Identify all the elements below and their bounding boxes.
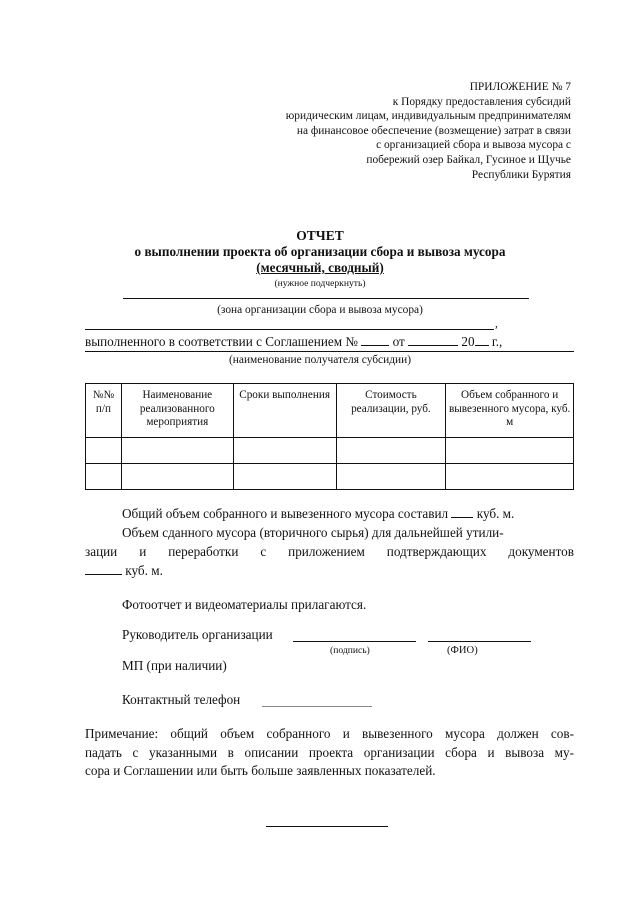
recycled-line-2: зации и переработки с приложением подтверждающих документов xyxy=(85,544,574,559)
note-line-3: сора и Соглашении или быть больше заявленных показателей. xyxy=(85,763,436,778)
recipient-caption: (наименование получателя субсидии) xyxy=(229,354,411,366)
photo-report-note: Фотоотчет и видеоматериалы прилагаются. xyxy=(122,597,367,612)
recycled-volume-unit: куб. м. xyxy=(125,563,163,578)
recipient-fill-line xyxy=(85,329,494,330)
report-table xyxy=(85,383,574,490)
agreement-from: от xyxy=(392,334,405,349)
col-header-activity: Наименование реализованного мероприятия xyxy=(121,384,233,438)
table-cell[interactable] xyxy=(86,464,122,490)
table-row xyxy=(86,464,574,490)
annex-line: на финансовое обеспечение (возмещение) затрат в связи xyxy=(296,124,571,137)
col-header-number: №№ п/п xyxy=(86,384,122,438)
annex-line: с организацией сбора и вывоза мусора с xyxy=(376,139,571,152)
annex-line: Республики Бурятия xyxy=(471,168,571,181)
total-volume-line xyxy=(122,505,514,524)
table-cell[interactable] xyxy=(336,464,446,490)
head-label: Руководитель организации xyxy=(122,627,273,642)
report-type: (месячный, сводный) xyxy=(256,260,384,275)
table-cell[interactable] xyxy=(121,464,233,490)
agreement-year-field xyxy=(475,333,489,346)
signature-line xyxy=(293,641,416,642)
note-block xyxy=(85,725,574,781)
total-volume-text: Общий объем собранного и вывезенного мусора составил xyxy=(122,506,449,521)
note-line-1: Примечание: общий объем собранного и вывезенного мусора должен сов- xyxy=(85,726,574,741)
agreement-line xyxy=(85,333,502,352)
col-header-cost: Стоимость реализации, руб. xyxy=(336,384,446,438)
zone-fill-line xyxy=(123,298,529,299)
fio-caption: (ФИО) xyxy=(447,645,478,656)
col-header-dates: Сроки выполнения xyxy=(233,384,336,438)
annex-number: ПРИЛОЖЕНИЕ № 7 xyxy=(469,81,571,93)
table-cell[interactable] xyxy=(336,438,446,464)
agreement-underline xyxy=(85,351,574,352)
document-title: ОТЧЕТ xyxy=(296,228,344,243)
annex-line: к Порядку предоставления субсидий xyxy=(392,95,571,108)
note-line-2: падать с указанными в описании проекта организации сбора и вывоза му- xyxy=(85,744,574,760)
table-cell[interactable] xyxy=(446,464,574,490)
table-cell[interactable] xyxy=(86,438,122,464)
annex-block xyxy=(211,80,571,182)
stamp-label: МП (при наличии) xyxy=(122,658,227,673)
table-cell[interactable] xyxy=(121,438,233,464)
agreement-number-field xyxy=(361,333,389,346)
table-cell[interactable] xyxy=(233,464,336,490)
recycled-line-1: Объем сданного мусора (вторичного сырья) для дальнейшей утили- xyxy=(122,525,504,540)
agreement-suffix: г., xyxy=(491,334,503,349)
recycled-line-3 xyxy=(85,562,163,581)
phone-field xyxy=(262,706,372,707)
agreement-prefix: выполненного в соответствии с Соглашением № xyxy=(85,334,358,349)
col-header-volume: Объем собранного и вывезенного мусора, куб. м xyxy=(446,384,574,438)
recycled-volume-field xyxy=(85,562,122,575)
agreement-date-field xyxy=(408,333,458,346)
phone-label: Контактный телефон xyxy=(122,692,241,707)
signature-caption: (подпись) xyxy=(330,645,370,656)
zone-caption: (зона организации сбора и вывоза мусора) xyxy=(217,304,423,316)
annex-line: юридическим лицам, индивидуальным предпринимателям xyxy=(285,110,571,123)
table-cell[interactable] xyxy=(233,438,336,464)
agreement-year: 20 xyxy=(461,334,475,349)
closing-separator xyxy=(266,826,388,827)
table-cell[interactable] xyxy=(446,438,574,464)
underline-hint: (нужное подчеркнуть) xyxy=(274,278,366,289)
table-header-row xyxy=(86,384,574,438)
total-volume-field xyxy=(451,505,473,518)
annex-line: побережий озер Байкал, Гусиное и Щучье xyxy=(366,153,571,166)
comma: , xyxy=(495,318,498,330)
total-volume-unit: куб. м. xyxy=(476,506,515,521)
document-subtitle: о выполнении проекта об организации сбора и вывоза мусора xyxy=(134,244,506,259)
table-row xyxy=(86,438,574,464)
fio-line xyxy=(428,641,531,642)
